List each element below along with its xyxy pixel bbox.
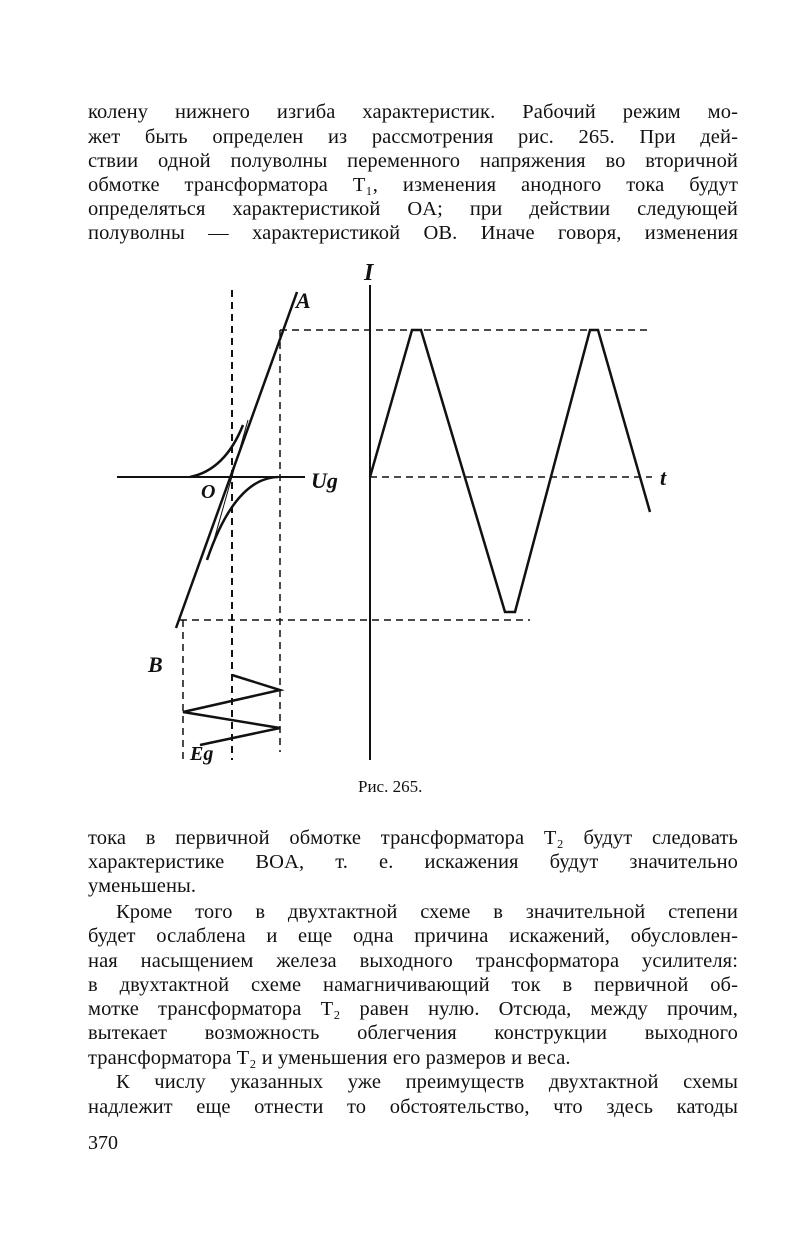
text-line: колену нижнего изгиба характеристик. Рабочий режим мо- (88, 101, 738, 123)
label-i: I (364, 260, 374, 286)
label-o: O (201, 481, 216, 503)
text-line: обмотке трансформатора T₁, изменения анодного тока будут (88, 174, 738, 196)
text-line: жет быть определен из рассмотрения рис. 265. При дей- (88, 126, 738, 148)
text-line: ная насыщением железа выходного трансформатора усилителя: (88, 950, 738, 972)
label-eg: Eg (190, 743, 214, 765)
label-b: B (148, 652, 163, 677)
figure-caption: Рис. 265. (358, 777, 423, 796)
label-t: t (660, 465, 667, 490)
text-line: вытекает возможность облегчения конструкции выходного (88, 1022, 738, 1044)
text-line: К числу указанных уже преимуществ двухтактной схемы (116, 1071, 738, 1093)
text-line: трансформатора T₂ и уменьшения его размеров и веса. (88, 1047, 571, 1069)
text-line: мотке трансформатора T₂ равен нулю. Отсюда, между прочим, (88, 998, 738, 1020)
label-a: A (296, 288, 311, 313)
text-line: будет ослаблена и еще одна причина искажений, обусловлен- (88, 925, 738, 947)
page-number: 370 (88, 1132, 118, 1154)
upper-characteristic-curve (190, 425, 243, 477)
text-line: характеристике BOA, т. е. искажения будут значительно (88, 851, 738, 873)
text-line: определяться характеристикой OA; при действии следующей (88, 198, 738, 220)
text-line: Кроме того в двухтактной схеме в значительной степени (116, 901, 738, 923)
text-line: надлежит еще отнести то обстоятельство, что здесь катоды (88, 1096, 738, 1118)
text-line: ствии одной полуволны переменного напряжения во вторичной (88, 150, 738, 172)
current-waveform (370, 330, 650, 612)
text-line: уменьшены. (88, 875, 197, 897)
text-line: полуволны — характеристикой OB. Иначе говоря, изменения (88, 222, 738, 244)
lower-characteristic-curve (207, 477, 278, 560)
text-line: в двухтактной схеме намагничивающий ток в первичной об- (88, 974, 738, 996)
label-ug: Ug (311, 468, 338, 493)
text-line: тока в первичной обмотке трансформатора T₂ будут следовать (88, 827, 738, 849)
